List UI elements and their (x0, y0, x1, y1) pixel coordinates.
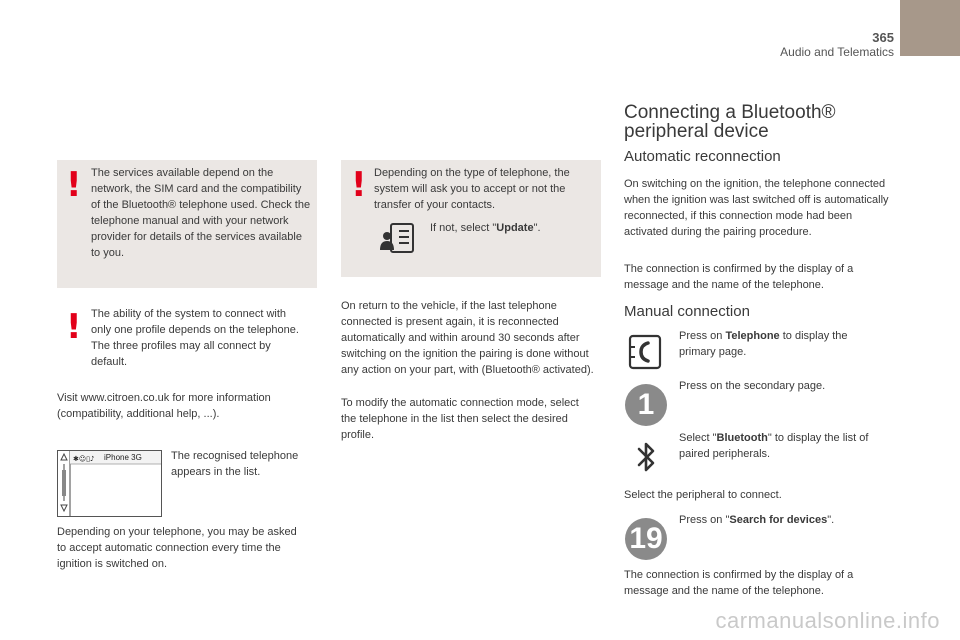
visit-info-text: Visit www.citroen.co.uk for more information (compatibility, additional help, ...). (57, 392, 271, 420)
page-title (624, 103, 914, 141)
corner-tab (900, 0, 960, 56)
manual-connection-heading: Manual connection (624, 303, 750, 320)
update-keyword: Update (496, 222, 534, 234)
watermark: carmanualsonline.info (715, 608, 940, 633)
auto-reconnection-heading: Automatic reconnection (624, 148, 781, 165)
step-secondary-page: Press on the secondary page. (679, 380, 826, 392)
warning-note-services (57, 160, 317, 288)
connection-confirm-text: The connection is confirmed by the display of a message and the name of the telephone. (624, 569, 854, 597)
telephone-icon (628, 333, 662, 371)
note-contacts-text: Depending on the type of telephone, the system will ask you to accept or not the transfer of your contacts. (374, 167, 570, 211)
screen-phone-label: iPhone 3G (104, 453, 142, 462)
info-note-profiles (57, 306, 317, 376)
step-telephone-suffix: to display the primary page. (679, 330, 848, 358)
title-line-2: peripheral device (624, 121, 769, 142)
update-suffix: ". (533, 222, 541, 234)
auto-reconnection-text: On switching on the ignition, the telephone connected when the ignition was last switched off is automatically reconnected, if this connection mode had been activated during the pairing procedure. (624, 178, 889, 238)
warning-note-contacts (341, 160, 601, 277)
page-number: 365 (872, 30, 894, 45)
step-telephone (679, 328, 879, 360)
modify-mode-text: To modify the automatic connection mode, select the telephone in the list then select the desired profile. (341, 397, 579, 441)
bluetooth-icon (636, 439, 658, 475)
step-bluetooth-keyword: Bluetooth (716, 432, 768, 444)
exclamation-icon: ! (66, 165, 82, 205)
exclamation-icon: ! (351, 165, 367, 205)
step-telephone-keyword: Telephone (725, 330, 780, 342)
recognised-phone-text: The recognised telephone appears in the list. (171, 450, 299, 478)
exclamation-icon: ! (66, 307, 82, 347)
step-number-19-icon: 19 (625, 518, 667, 560)
step-telephone-prefix: Press on (679, 330, 726, 342)
return-vehicle-text: On return to the vehicle, if the last telephone connected is present again, it is reconnected automatically and within around 30 seconds after switching on the ignition the pairing is done without any action on your part, with (Bluetooth® activated). (341, 300, 594, 376)
step-number-1-icon: 1 (625, 384, 667, 426)
auto-accept-text: Depending on your telephone, you may be asked to accept automatic connection every time the ignition is switched on. (57, 526, 297, 570)
screen-thumbnail (57, 450, 162, 517)
step-bluetooth-suffix: " to display the list of paired peripherals. (679, 432, 869, 460)
note-services-text: The services available depend on the network, the SIM card and the compatibility of the Bluetooth® telephone used. Check the telephone manual and with your network provider for details of the services available to you. (91, 167, 311, 259)
select-peripheral-text: Select the peripheral to connect. (624, 489, 782, 501)
svg-text:✱☺▯♪: ✱☺▯♪ (73, 455, 95, 463)
contacts-transfer-icon (378, 220, 418, 256)
title-line-1: Connecting a Bluetooth® (624, 102, 836, 123)
step-bluetooth (679, 430, 889, 462)
auto-confirm-text: The connection is confirmed by the display of a message and the name of the telephone. (624, 263, 854, 291)
section-title: Audio and Telematics (780, 45, 894, 59)
update-prefix: If not, select " (430, 222, 497, 234)
step-search-devices (679, 512, 879, 528)
note-profiles-text: The ability of the system to connect with only one profile depends on the telephone. The three profiles may all connect by default. (91, 308, 299, 368)
step-bluetooth-prefix: Select " (679, 432, 717, 444)
step-search-prefix: Press on " (679, 514, 730, 526)
step-search-suffix: ". (827, 514, 835, 526)
step-search-keyword: Search for devices (729, 514, 828, 526)
update-instruction (430, 220, 595, 236)
